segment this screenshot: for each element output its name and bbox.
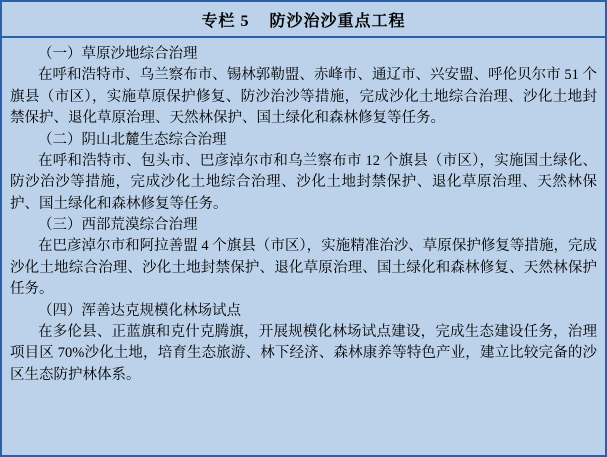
section-heading: （二）阴山北麓生态综合治理 bbox=[38, 131, 227, 148]
section-body: 在呼和浩特市、乌兰察布市、锡林郭勒盟、赤峰市、通辽市、兴安盟、呼伦贝尔市 51 个旗县（市区），实施草原保护修复、防沙治沙等措施，完成沙化土地综合治理、沙化土地封禁保护、退化草原治理、天然林保护、国土绿化和森林修复等任务。 bbox=[10, 67, 597, 126]
box-title-bar bbox=[2, 2, 605, 38]
box-content bbox=[2, 38, 605, 455]
section-body: 在巴彦淖尔市和阿拉善盟 4 个旗县（市区），实施精准治沙、草原保护修复等措施，完成沙化土地综合治理、沙化土地封禁保护、退化草原治理、国土绿化和森林修复、天然林保护任务。 bbox=[10, 238, 597, 297]
box-title: 专栏 5 防沙治沙重点工程 bbox=[201, 12, 406, 30]
section-heading: （四）浑善达克规模化林场试点 bbox=[38, 302, 241, 319]
section-heading: （三）西部荒漠综合治理 bbox=[38, 217, 198, 233]
section-heading: （一）草原沙地综合治理 bbox=[38, 46, 198, 62]
section-body: 在呼和浩特市、包头市、巴彦淖尔市和乌兰察布市 12 个旗县（市区），实施国土绿化、防沙治沙等措施，完成沙化土地综合治理、沙化土地封禁保护、退化草原治理、天然林保护、国土绿化和森林修复等任务。 bbox=[10, 152, 597, 212]
section-body: 在多伦县、正蓝旗和克什克腾旗，开展规模化林场试点建设，完成生态建设任务，治理项目区 70%沙化土地，培育生态旅游、林下经济、森林康养等特色产业，建立比较完备的沙区生态防护林体系。 bbox=[10, 323, 597, 383]
